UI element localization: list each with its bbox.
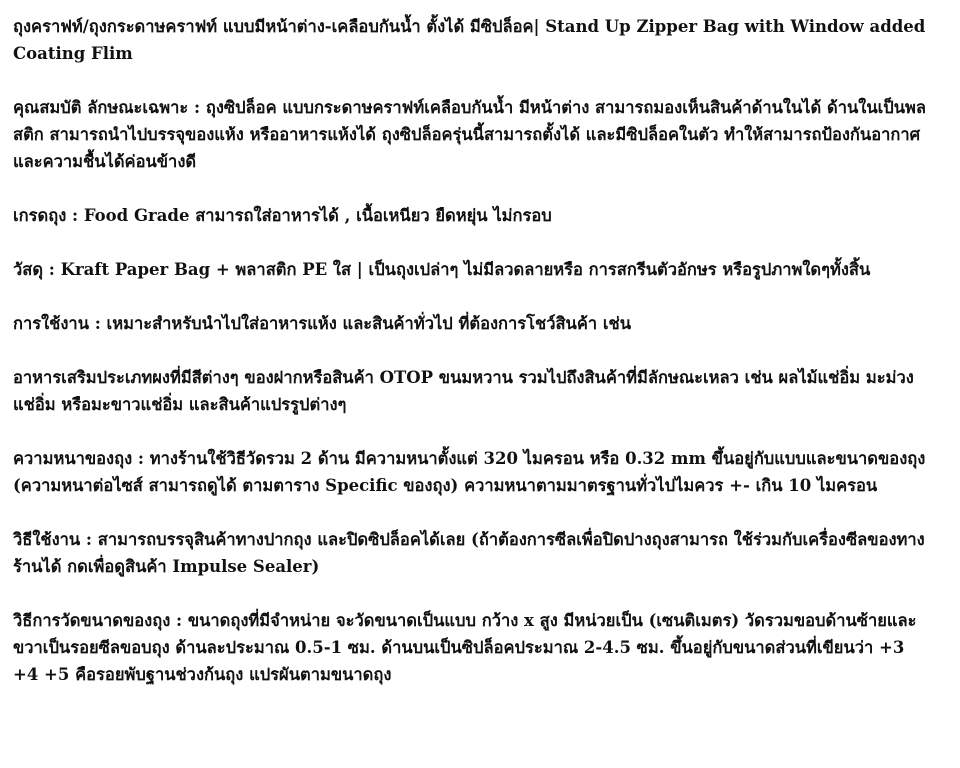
material-paragraph: วัสดุ : Kraft Paper Bag + พลาสติก PE ใส | เป็นถุงเปล่าๆ ไม่มีลวดลายหรือ การสกรีนตัวอักษร หรือรูปภาพใดๆทั้งสิ้น: [13, 260, 871, 279]
usage-examples-paragraph: อาหารเสริมประเภทผงที่มีสีต่างๆ ของฝากหรือสินค้า OTOP ขนมหวาน รวมไปถึงสินค้าที่มีลักษณะเหลว เช่น ผลไม้แช่อิ่ม มะม่วงแช่อิ่ม หรือมะขาวแช่อิ่ม และสินค้าแปรรูปต่างๆ: [13, 368, 914, 414]
product-description: [13, 13, 928, 715]
usage-paragraph: การใช้งาน : เหมาะสำหรับนำไปใส่อาหารแห้ง และสินค้าทั่วไป ที่ต้องการโชว์สินค้า เช่น: [13, 314, 631, 333]
properties-paragraph: คุณสมบัติ ลักษณะเฉพาะ : ถุงซิปล็อค แบบกระดาษคราฟท์เคลือบกันน้ำ มีหน้าต่าง สามารถมองเห็นสินค้าด้านในได้ ด้านในเป็นพลสติก สามารถนำไปบรรจุของแห้ง หรืออาหารแห้งได้ ถุงซิปล็อครุ่นนี้สามารถตั้งได้ และมีซิปล็อคในตัว ทำให้สามารถป้องกันอากาศและความชื้นได้ค่อนข้างดี: [13, 98, 926, 171]
thickness-paragraph: ความหนาของถุง : ทางร้านใช้วิธีวัดรวม 2 ด้าน มีความหนาตั้งแต่ 320 ไมครอน หรือ 0.32 mm ขึ้นอยู่กับแบบและขนาดของถุง (ความหนาต่อไซส์ สามารถดูได้ ตามตาราง Specific ของถุง) ความหนาตามมาตรฐานทั่วไปไมควร +- เกิน 10 ไมครอน: [13, 449, 926, 495]
grade-paragraph: เกรดถุง : Food Grade สามารถใส่อาหารได้ , เนื้อเหนียว ยืดหยุ่น ไม่กรอบ: [13, 206, 552, 225]
how-to-use-paragraph: วิธีใช้งาน : สามารถบรรจุสินค้าทางปากถุง และปิดซิปล็อคได้เลย (ถ้าต้องการซีลเพื่อปิดปางถุงสามารถ ใช้ร่วมกับเครื่องซีลของทางร้านได้ กดเพื่อดูสินค้า Impulse Sealer): [13, 530, 925, 576]
size-measurement-paragraph: วิธีการวัดขนาดของถุง : ขนาดถุงที่มีจำหน่าย จะวัดขนาดเป็นแบบ กว้าง x สูง มีหน่วยเป็น (เซนติเมตร) วัดรวมขอบด้านซ้ายและขวาเป็นรอยซีลขอบถุง ด้านละประมาณ 0.5-1 ซม. ด้านบนเป็นซิปล็อคประมาณ 2-4.5 ซม. ขึ้นอยู่กับขนาดส่วนที่เขียนว่า +3 +4 +5 คือรอยพับฐานช่วงก้นถุง แปรผันตามขนาดถุง: [13, 611, 917, 684]
product-title: ถุงคราฟท์/ถุงกระดาษคราฟท์ แบบมีหน้าต่าง-เคลือบกันน้ำ ตั้งได้ มีซิปล็อค| Stand Up Zipper Bag with Window added Coating Flim: [13, 17, 926, 63]
